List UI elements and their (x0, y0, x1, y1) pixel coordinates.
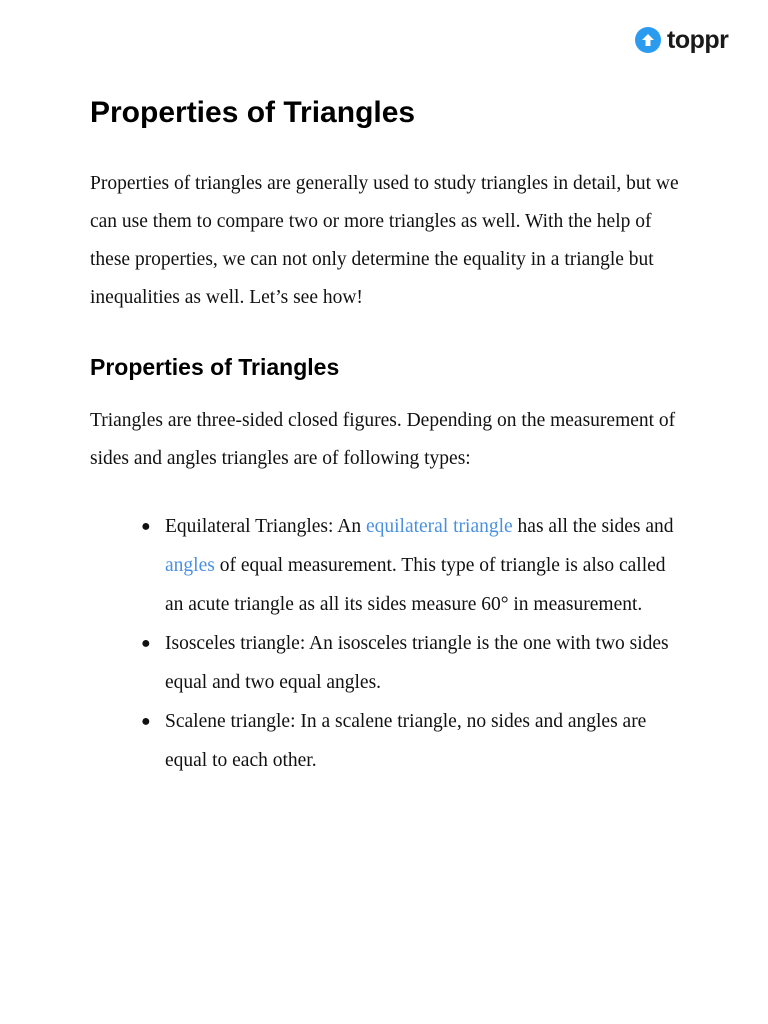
toppr-logo[interactable] (635, 26, 728, 54)
list-item-equilateral (141, 507, 675, 624)
intro-paragraph: Properties of triangles are generally used to study triangles in detail, but we can use them to compare two or more triangles as well. With the help of these properties, we can not only determine the equality in a triangle but inequalities as well. Let’s see how! (90, 173, 679, 308)
list-item-isosceles (141, 624, 675, 702)
bullet-icon: ● (141, 635, 151, 652)
section-intro-paragraph: Triangles are three-sided closed figures. Depending on the measurement of sides and angles triangles are of following types: (90, 410, 676, 469)
triangle-types-list (141, 507, 675, 780)
bullet-icon: ● (141, 713, 151, 730)
equilateral-text-before: Equilateral Triangles: An (165, 516, 366, 537)
logo-arrow-icon (635, 27, 661, 53)
equilateral-text-mid: has all the sides and (512, 516, 674, 537)
section-heading: Properties of Triangles (90, 354, 340, 380)
equilateral-triangle-link[interactable]: equilateral triangle (365, 516, 513, 537)
isosceles-text: Isosceles triangle: An isosceles triangle is the one with two sides equal and two equal angles. (165, 633, 669, 693)
equilateral-text-after: of equal measurement. This type of triangle is also called an acute triangle as all its sides measure 60° in measurement. (165, 555, 666, 615)
scalene-text: Scalene triangle: In a scalene triangle, no sides and angles are equal to each other. (165, 711, 647, 771)
angles-link[interactable]: angles (165, 555, 215, 576)
page-title: Properties of Triangles (90, 96, 416, 129)
logo-text: toppr (667, 26, 729, 54)
list-item-scalene (141, 702, 675, 780)
bullet-icon: ● (141, 518, 151, 535)
